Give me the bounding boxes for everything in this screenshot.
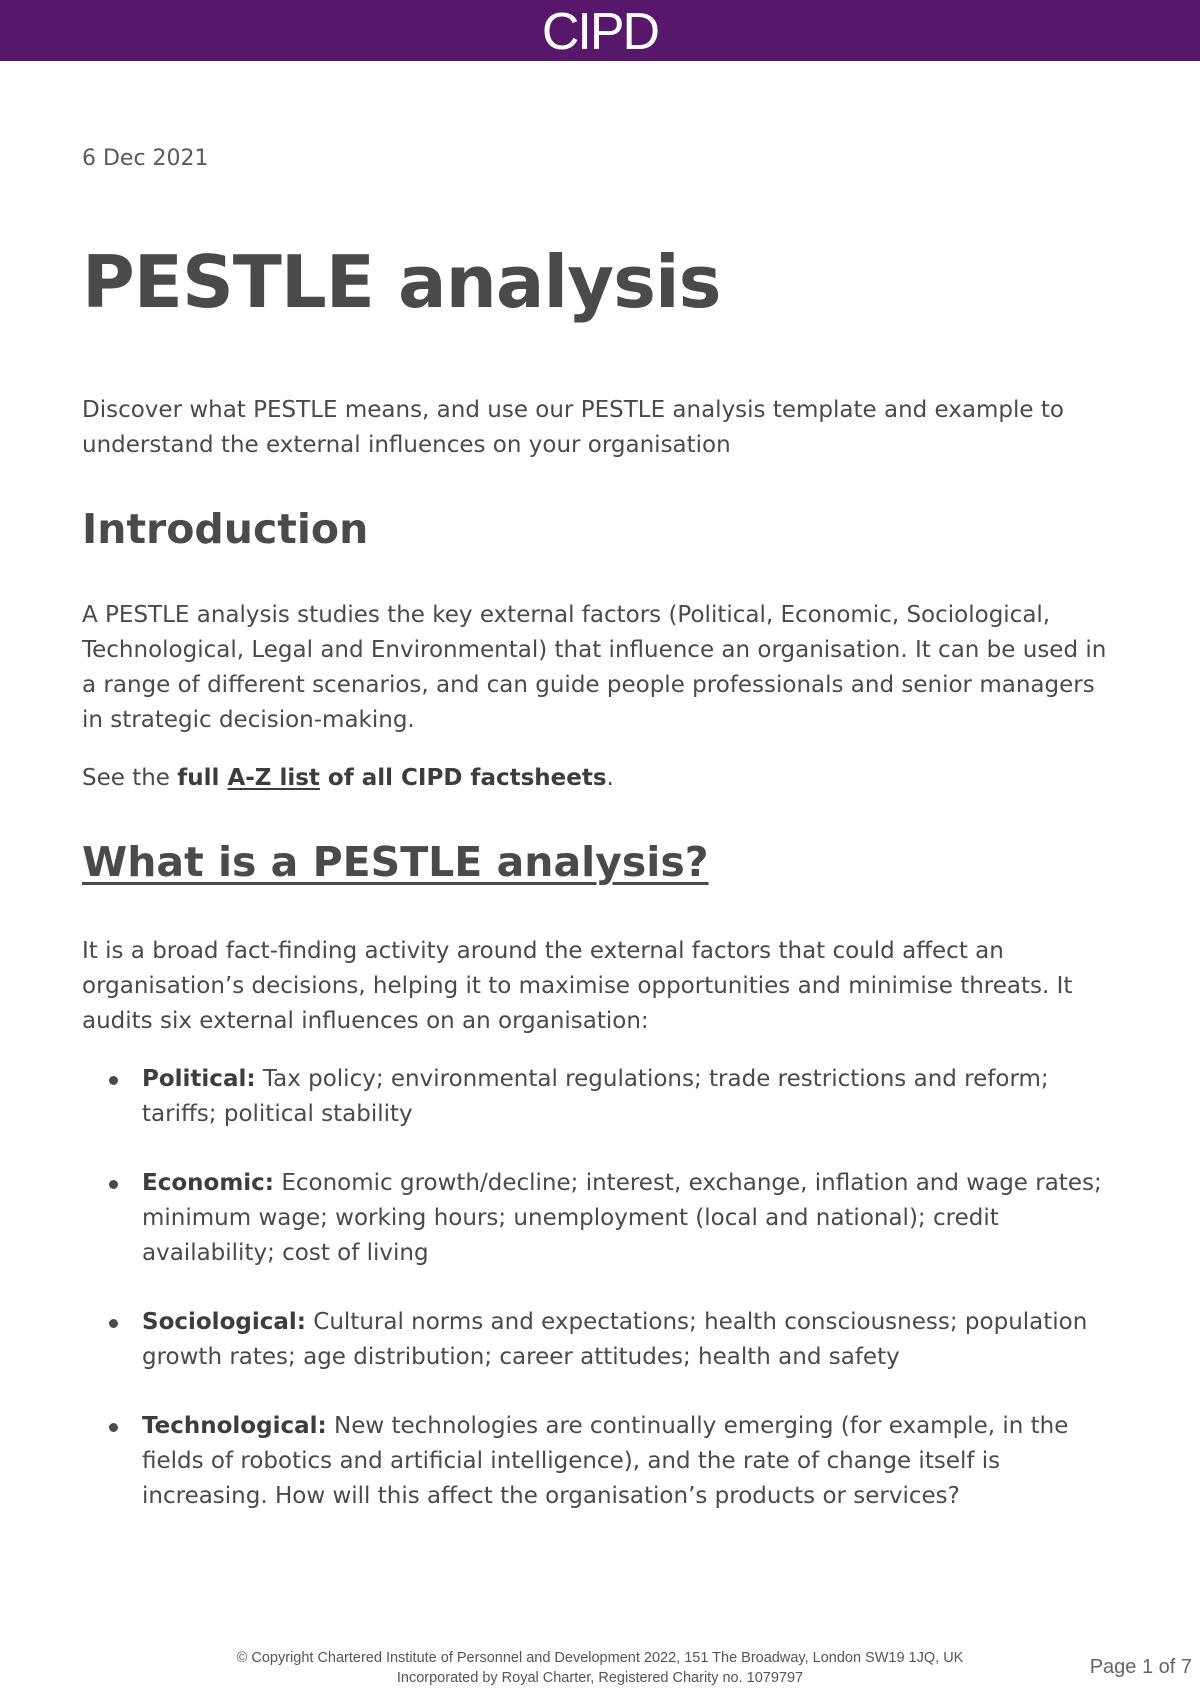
cipd-logo[interactable]: CIPD — [541, 2, 659, 61]
list-item-term: Technological: — [142, 1413, 327, 1439]
page-number: Page 1 of 7 — [1089, 1656, 1192, 1678]
influences-list — [82, 1062, 1122, 1548]
list-item-text: Cultural norms and expectations; health consciousness; population growth rates; age distribution; career attitudes; health and safety — [142, 1309, 1088, 1370]
list-item-text: Economic growth/decline; interest, exchange, inflation and wage rates; minimum wage; working hours; unemployment (local and national); credit availability; cost of living — [142, 1170, 1102, 1266]
introduction-heading: Introduction — [82, 505, 369, 553]
see-suffix: . — [606, 765, 614, 791]
introduction-paragraph: A PESTLE analysis studies the key external factors (Political, Economic, Sociological, Technological, Legal and Environmental) that influence an organisation. It can be used in a range of different scenarios, and can guide people professionals and senior managers in strategic decision-making. — [82, 602, 1107, 733]
publish-date: 6 Dec 2021 — [82, 146, 209, 171]
list-item-text: Tax policy; environmental regulations; trade restrictions and reform; tariffs; political stability — [142, 1066, 1049, 1127]
list-item-term: Economic: — [142, 1170, 275, 1196]
list-item-political — [82, 1062, 1122, 1132]
copyright-footer — [130, 1648, 1070, 1688]
see-prefix: See the — [82, 765, 178, 791]
list-item-text: New technologies are continually emerging (for example, in the fields of robotics and artificial intelligence), and the rate of change itself is increasing. How will this affect the organisation’s products or services? — [142, 1413, 1069, 1509]
page-title: PESTLE analysis — [82, 240, 721, 324]
bullet-icon — [109, 1423, 118, 1432]
what-is-heading[interactable]: What is a PESTLE analysis? — [82, 838, 709, 886]
charity-line: Incorporated by Royal Charter, Registered Charity no. 1079797 — [396, 1670, 804, 1686]
see-bold-2: of all CIPD factsheets — [319, 765, 607, 791]
copyright-line: © Copyright Chartered Institute of Personnel and Development 2022, 151 The Broadway, London SW19 1JQ, UK — [236, 1650, 964, 1666]
bullet-icon — [109, 1180, 118, 1189]
list-item-term: Political: — [142, 1066, 256, 1092]
what-is-paragraph: It is a broad fact-finding activity around the external factors that could affect an organisation’s decisions, helping it to maximise opportunities and minimise threats. It audits six external influences on an organisation: — [82, 938, 1073, 1034]
page-summary: Discover what PESTLE means, and use our PESTLE analysis template and example to understand the external influences on your organisation — [82, 397, 1064, 458]
bullet-icon — [109, 1319, 118, 1328]
see-bold-1: full — [177, 765, 228, 791]
list-item-term: Sociological: — [142, 1309, 306, 1335]
list-item-economic — [82, 1166, 1122, 1271]
bullet-icon — [109, 1076, 118, 1085]
list-item-sociological — [82, 1305, 1122, 1375]
az-list-link[interactable]: A-Z list — [227, 765, 320, 791]
list-item-technological — [82, 1409, 1122, 1514]
factsheets-note — [82, 761, 1122, 796]
header-bar — [0, 0, 1200, 61]
